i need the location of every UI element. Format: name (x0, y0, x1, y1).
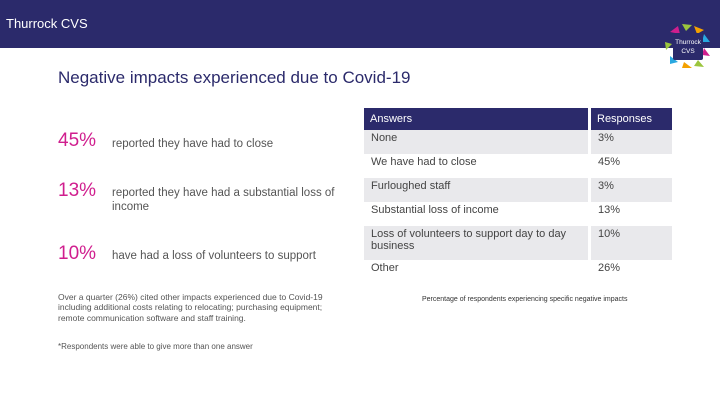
response-cell: 26% (590, 260, 673, 284)
slide-title: Negative impacts experienced due to Covid-19 (58, 68, 411, 87)
response-cell: 3% (590, 130, 673, 154)
header-answers: Answers (364, 108, 590, 130)
logo-text-line2: CVS (681, 48, 695, 55)
table-header-row (364, 108, 672, 130)
answer-cell: Loss of volunteers to support day to day business (364, 226, 590, 260)
stat-volunteers-text: have had a loss of volunteers to support (112, 250, 316, 262)
stat-income-pct: 13% (58, 180, 97, 201)
respondents-footnote: *Respondents were able to give more than one answer (58, 342, 253, 351)
table-row (364, 130, 672, 154)
table-row (364, 202, 672, 226)
response-cell: 45% (590, 154, 673, 178)
org-name: Thurrock CVS (6, 16, 88, 31)
thurrock-cvs-logo (664, 22, 712, 70)
table-row (364, 154, 672, 178)
table-row (364, 226, 672, 260)
table-row (364, 178, 672, 202)
answer-cell: We have had to close (371, 156, 477, 168)
header-bar (0, 0, 720, 48)
table-row (364, 260, 672, 284)
answer-cell: None (364, 130, 590, 154)
answer-cell: Furloughed staff (364, 178, 590, 202)
answer-cell: Other (371, 262, 399, 274)
header-responses: Responses (590, 108, 673, 130)
response-cell: 10% (590, 226, 673, 260)
table-caption: Percentage of respondents experiencing specific negative impacts (422, 296, 628, 303)
answer-cell: Substantial loss of income (371, 204, 499, 216)
stat-volunteers-pct: 10% (58, 243, 97, 264)
responses-table (364, 108, 672, 284)
stat-income-text: reported they have had a substantial loss of income (112, 187, 335, 213)
response-cell: 13% (590, 202, 673, 226)
stat-close-text: reported they have had to close (112, 138, 274, 150)
other-impacts-note: Over a quarter (26%) cited other impacts experienced due to Covid-19 including additional costs relating to relocating; purchasing equipment; remote communication software and staff training. (58, 292, 323, 323)
response-cell: 3% (590, 178, 673, 202)
stat-close-pct: 45% (58, 130, 97, 151)
logo-text-line1: Thurrock (675, 39, 701, 46)
